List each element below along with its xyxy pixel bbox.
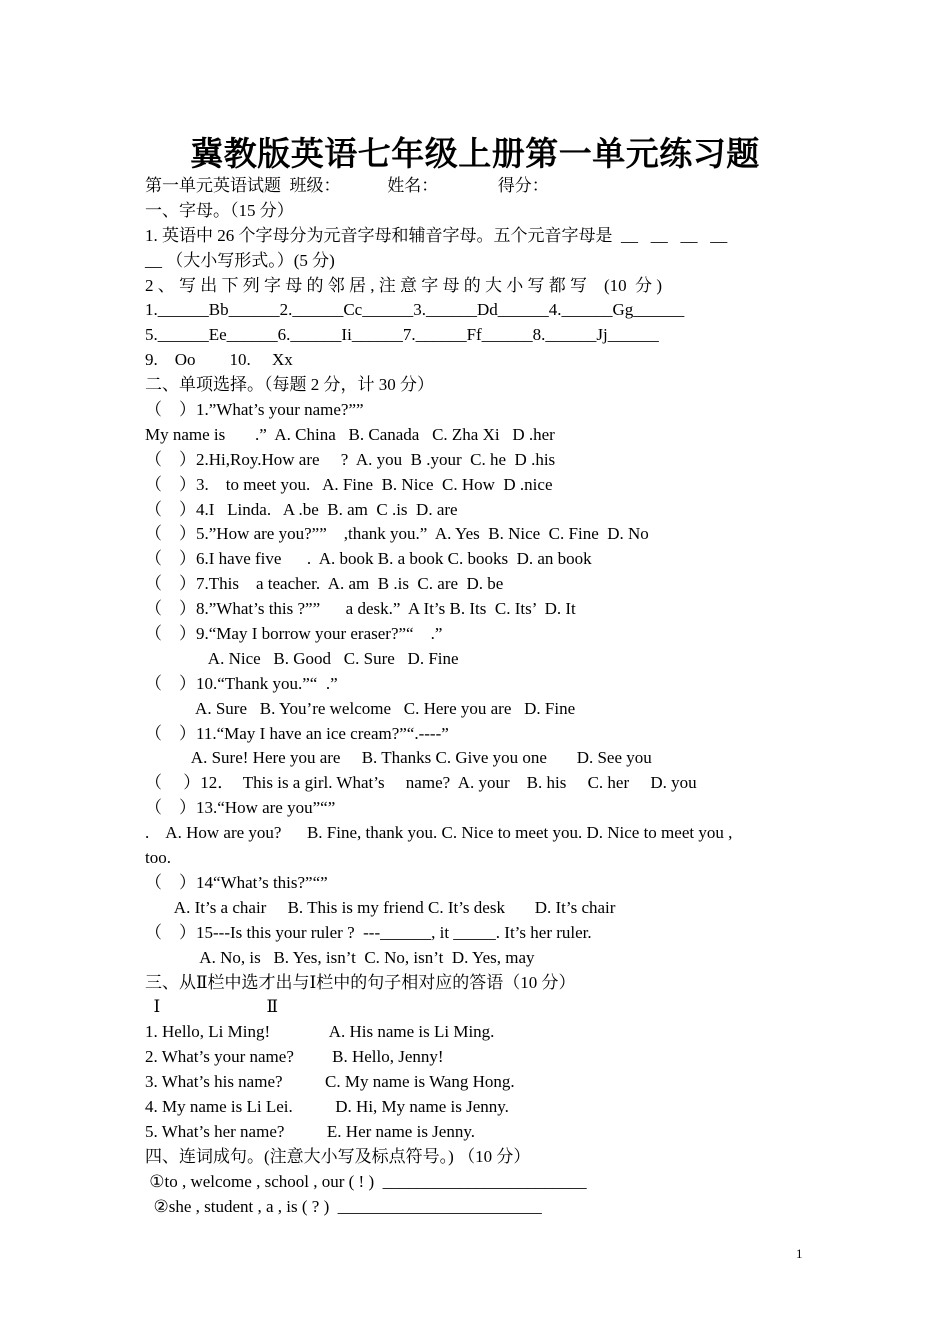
- question-line: （ ）7.This a teacher. A. am B .is C. are D. be: [145, 574, 504, 594]
- question-line: 2 、 写 出 下 列 字 母 的 邻 居 , 注 意 字 母 的 大 小 写 都 写 (10 分 ): [145, 275, 663, 295]
- letters-line: 1.______Bb______2.______Cc______3.______Dd______4.______Gg______: [145, 300, 685, 320]
- question-line: （ ）15---Is this your ruler ? ---______, it _____. It’s her ruler.: [145, 922, 592, 942]
- section-4-heading: 四、连词成句。(注意大小写及标点符号。) （10 分）: [145, 1146, 531, 1166]
- page-title: 冀教版英语七年级上册第一单元练习题: [190, 134, 760, 173]
- question-line: （ ）11.“May I have an ice cream?”“.----”: [145, 723, 449, 743]
- letters-line: 9. Oo 10. Xx: [145, 350, 293, 370]
- question-line: （ ）8.”What’s this ?”” a desk.” A It’s B. Its C. Its’ D. It: [145, 599, 576, 619]
- options-line: A. Sure B. You’re welcome C. Here you are D. Fine: [145, 698, 576, 718]
- matching-line: 5. What’s her name? E. Her name is Jenny.: [145, 1121, 475, 1141]
- question-line: （ ）12． This is a girl. What’s name? A. your B. his C. her D. you: [145, 773, 697, 793]
- question-line: （ ）9.“May I borrow your eraser?”“ .”: [145, 624, 443, 644]
- options-line: A. It’s a chair B. This is my friend C. It’s desk D. It’s chair: [145, 897, 616, 917]
- question-line: （ ）2.Hi,Roy.How are ? A. you B .your C. he D .his: [145, 449, 556, 469]
- sentence-ordering-line: ①to , welcome , school , our ( ! ) ________________________: [145, 1171, 587, 1191]
- document-body: [145, 174, 810, 1219]
- header-info-line: 第一单元英语试题 班级： 姓名： 得分：: [145, 176, 549, 195]
- options-line: . A. How are you? B. Fine, thank you. C. Nice to meet you. D. Nice to meet you ,: [145, 823, 733, 843]
- section-3-heading: 三、从Ⅱ栏中选才出与Ⅰ栏中的句子相对应的答语（10 分）: [145, 972, 576, 992]
- question-line: （ ）3. to meet you. A. Fine B. Nice C. How D .nice: [145, 474, 553, 494]
- page-number: 1: [796, 1246, 803, 1261]
- letters-line: 5.______Ee______6.______Ii______7.______Ff______8.______Jj______: [145, 325, 659, 345]
- matching-line: 1. Hello, Li Ming! A. His name is Li Ming.: [145, 1022, 495, 1042]
- question-line: （ ）14“What’s this?”“”: [145, 872, 328, 892]
- matching-line: 4. My name is Li Lei. D. Hi, My name is Jenny.: [145, 1096, 509, 1116]
- question-line: （ ）4.I Linda. A .be B. am C .is D. are: [145, 499, 458, 519]
- question-line: __ （大小写形式。）(5 分): [145, 250, 335, 270]
- question-line: （ ）10.“Thank you.”“ .”: [145, 673, 338, 693]
- question-line: （ ）1.”What’s your name?””: [145, 400, 364, 420]
- question-line: 1. 英语中 26 个字母分为元音字母和辅音字母。五个元音字母是 __ __ __ __: [145, 225, 728, 245]
- options-line: A. Sure! Here you are B. Thanks C. Give you one D. See you: [145, 748, 652, 768]
- question-line: （ ）13.“How are you”“”: [145, 798, 336, 818]
- section-2-heading: 二、单项选择。（每题 2 分，计 30 分）: [145, 375, 434, 395]
- sentence-ordering-line: ②she , student , a , is ( ? ) ________________________: [145, 1196, 542, 1216]
- question-line: （ ）5.”How are you?”” ,thank you.” A. Yes B. Nice C. Fine D. No: [145, 524, 649, 544]
- question-line: My name is .” A. China B. Canada C. Zha Xi D .her: [145, 424, 555, 444]
- matching-column-headers: Ⅰ Ⅱ: [145, 997, 279, 1017]
- section-1-heading: 一、字母。（15 分）: [145, 200, 294, 220]
- question-line: （ ）6.I have five . A. book B. a book C. books D. an book: [145, 549, 592, 569]
- options-line: too.: [145, 848, 171, 868]
- matching-line: 3. What’s his name? C. My name is Wang Hong.: [145, 1072, 515, 1092]
- options-line: A. No, is B. Yes, isn’t C. No, isn’t D. Yes, may: [145, 947, 535, 967]
- options-line: A. Nice B. Good C. Sure D. Fine: [145, 648, 459, 668]
- matching-line: 2. What’s your name? B. Hello, Jenny!: [145, 1047, 444, 1067]
